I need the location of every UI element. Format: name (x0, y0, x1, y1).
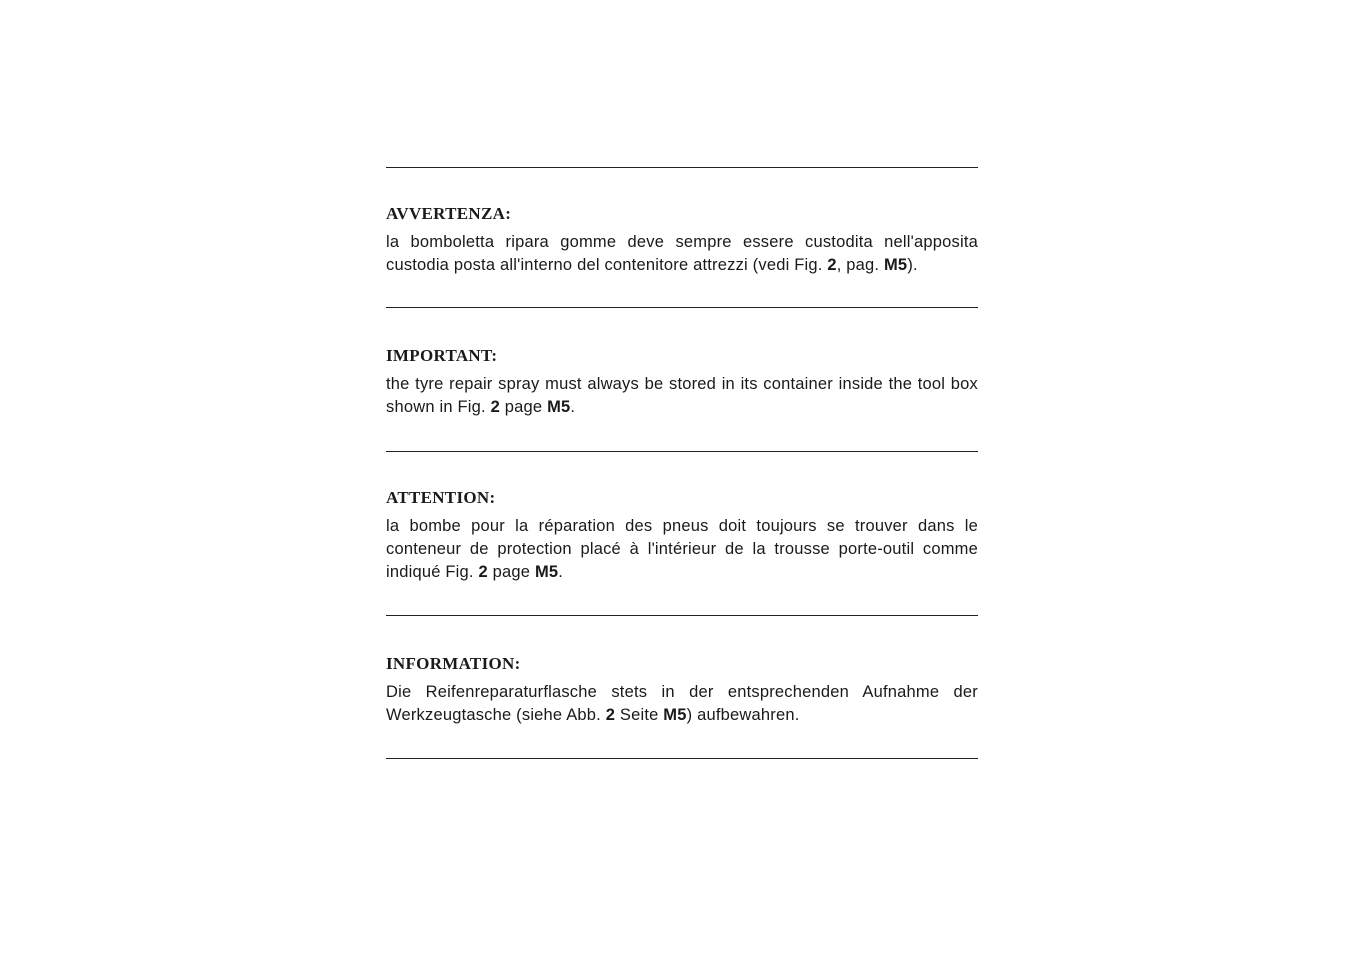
bold-reference: M5 (663, 706, 687, 724)
text-run: page (500, 398, 548, 416)
bold-reference: 2 (605, 706, 616, 724)
bold-reference: M5 (534, 563, 559, 581)
section-avvertenza (386, 203, 978, 277)
text-run: , pag. (836, 256, 884, 274)
text-run: . (570, 398, 576, 416)
section-heading: ATTENTION: (386, 488, 496, 507)
section-body (386, 515, 978, 584)
divider-rule (386, 758, 978, 759)
divider-rule (386, 615, 978, 616)
section-body (386, 373, 978, 419)
bold-reference: 2 (478, 563, 488, 581)
text-run: ) aufbewahren. (686, 706, 800, 724)
text-run: la bomboletta ripara gomme deve sempre essere custodita nell'apposita custodia posta all'interno del contenitore attrezzi (vedi Fig. (386, 233, 978, 274)
section-heading: AVVERTENZA: (386, 204, 512, 223)
divider-rule (386, 307, 978, 308)
section-heading: IMPORTANT: (386, 346, 498, 365)
section-attention (386, 487, 978, 584)
bold-reference: M5 (883, 256, 908, 274)
section-heading: INFORMATION: (386, 654, 521, 673)
bold-reference: 2 (827, 256, 837, 274)
bold-reference: M5 (547, 398, 571, 416)
section-body (386, 681, 978, 727)
text-run: Seite (615, 706, 664, 724)
text-run: ). (907, 256, 918, 274)
section-body (386, 231, 978, 277)
text-run: Die Reifenreparaturflasche stets in der entsprechenden Aufnahme der Werkzeugtasche (siehe Abb. (386, 683, 978, 724)
divider-rule (386, 451, 978, 452)
bold-reference: 2 (490, 398, 500, 416)
divider-rule (386, 167, 978, 168)
section-important (386, 345, 978, 419)
text-run: la bombe pour la réparation des pneus doit toujours se trouver dans le conteneur de protection placé à l'intérieur de la trousse porte-outil comme indiqué Fig. (386, 517, 978, 581)
section-information (386, 653, 978, 727)
text-run: page (487, 563, 535, 581)
text-run: . (558, 563, 564, 581)
text-run: the tyre repair spray must always be stored in its container inside the tool box shown in Fig. (386, 375, 978, 416)
